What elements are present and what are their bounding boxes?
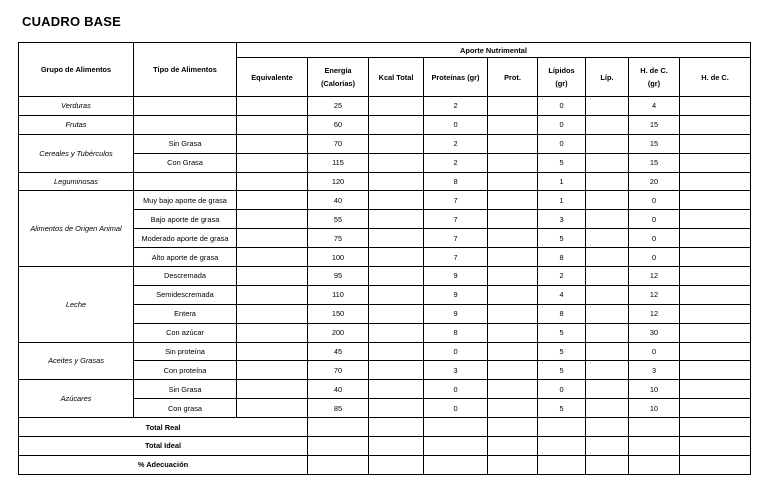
hc-cell: 0 (629, 248, 680, 267)
prot-cell (488, 361, 538, 380)
header-col-line2: (gr) (647, 79, 661, 88)
lipidos-cell: 1 (538, 172, 586, 191)
lipidos-cell: 0 (538, 115, 586, 134)
total-value-cell (586, 418, 629, 437)
hc-total-cell (680, 399, 751, 418)
table-row (19, 191, 751, 210)
total-value-cell (308, 437, 369, 456)
hc-total-cell (680, 304, 751, 323)
table-row (19, 134, 751, 153)
hc-total-cell (680, 229, 751, 248)
equivalente-cell (237, 399, 308, 418)
prot-cell (488, 115, 538, 134)
proteinas-cell: 2 (424, 134, 488, 153)
header-col (538, 58, 586, 97)
kcal-total-cell (369, 267, 424, 286)
equivalente-cell (237, 97, 308, 116)
hc-total-cell (680, 97, 751, 116)
header-col (237, 58, 308, 97)
energia-cell: 25 (308, 97, 369, 116)
group-name-cell: Cereales y Tubérculos (19, 134, 134, 172)
lipidos-cell: 5 (538, 229, 586, 248)
kcal-total-cell (369, 323, 424, 342)
lipidos-cell: 5 (538, 323, 586, 342)
proteinas-cell: 2 (424, 97, 488, 116)
lipidos-cell: 8 (538, 248, 586, 267)
header-grupo: Grupo de Alimentos (19, 43, 134, 97)
hc-cell: 15 (629, 115, 680, 134)
energia-cell: 70 (308, 361, 369, 380)
lipidos-cell: 5 (538, 399, 586, 418)
tipo-cell: Descremada (134, 267, 237, 286)
lipidos-cell: 2 (538, 267, 586, 286)
prot-cell (488, 285, 538, 304)
header-col-line1: Prot. (504, 72, 521, 82)
lip-cell (586, 210, 629, 229)
prot-cell (488, 97, 538, 116)
prot-cell (488, 323, 538, 342)
table-row (19, 172, 751, 191)
proteinas-cell: 9 (424, 267, 488, 286)
equivalente-cell (237, 248, 308, 267)
kcal-total-cell (369, 134, 424, 153)
header-col-line1: Proteínas (gr) (431, 72, 480, 82)
hc-cell: 15 (629, 153, 680, 172)
energia-cell: 70 (308, 134, 369, 153)
total-label-cell: Total Ideal (19, 437, 308, 456)
lipidos-cell: 8 (538, 304, 586, 323)
total-value-cell (488, 455, 538, 474)
total-value-cell (369, 437, 424, 456)
lip-cell (586, 248, 629, 267)
lipidos-cell: 5 (538, 342, 586, 361)
prot-cell (488, 172, 538, 191)
kcal-total-cell (369, 229, 424, 248)
proteinas-cell: 7 (424, 191, 488, 210)
hc-total-cell (680, 361, 751, 380)
energia-cell: 110 (308, 285, 369, 304)
hc-total-cell (680, 191, 751, 210)
total-value-cell (629, 437, 680, 456)
kcal-total-cell (369, 399, 424, 418)
lip-cell (586, 134, 629, 153)
hc-total-cell (680, 115, 751, 134)
lipidos-cell: 1 (538, 191, 586, 210)
equivalente-cell (237, 191, 308, 210)
proteinas-cell: 8 (424, 323, 488, 342)
table-row (19, 267, 751, 286)
hc-total-cell (680, 267, 751, 286)
kcal-total-cell (369, 172, 424, 191)
tipo-cell: Con proteína (134, 361, 237, 380)
hc-cell: 4 (629, 97, 680, 116)
kcal-total-cell (369, 380, 424, 399)
lip-cell (586, 285, 629, 304)
lipidos-cell: 5 (538, 153, 586, 172)
group-name-cell: Azúcares (19, 380, 134, 418)
tipo-cell: Con azúcar (134, 323, 237, 342)
hc-cell: 3 (629, 361, 680, 380)
kcal-total-cell (369, 304, 424, 323)
header-col (586, 58, 629, 97)
prot-cell (488, 304, 538, 323)
proteinas-cell: 7 (424, 229, 488, 248)
hc-cell: 0 (629, 210, 680, 229)
lip-cell (586, 380, 629, 399)
header-col-line1: H. de C. (701, 72, 729, 82)
total-value-cell (538, 437, 586, 456)
lipidos-cell: 4 (538, 285, 586, 304)
kcal-total-cell (369, 191, 424, 210)
energia-cell: 115 (308, 153, 369, 172)
header-col (308, 58, 369, 97)
group-name-cell: Aceites y Grasas (19, 342, 134, 380)
prot-cell (488, 342, 538, 361)
table-row (19, 380, 751, 399)
total-value-cell (488, 418, 538, 437)
tipo-cell: Sin proteína (134, 342, 237, 361)
kcal-total-cell (369, 153, 424, 172)
total-row (19, 437, 751, 456)
proteinas-cell: 7 (424, 210, 488, 229)
proteinas-cell: 0 (424, 115, 488, 134)
header-col-line1: Kcal Total (378, 72, 414, 82)
hc-total-cell (680, 153, 751, 172)
lip-cell (586, 191, 629, 210)
hc-cell: 0 (629, 191, 680, 210)
equivalente-cell (237, 172, 308, 191)
kcal-total-cell (369, 361, 424, 380)
energia-cell: 75 (308, 229, 369, 248)
total-value-cell (586, 455, 629, 474)
table-body (19, 97, 751, 475)
equivalente-cell (237, 285, 308, 304)
hc-cell: 0 (629, 342, 680, 361)
hc-cell: 0 (629, 229, 680, 248)
kcal-total-cell (369, 210, 424, 229)
equivalente-cell (237, 361, 308, 380)
energia-cell: 45 (308, 342, 369, 361)
tipo-cell (134, 115, 237, 134)
equivalente-cell (237, 153, 308, 172)
tipo-cell: Semidescremada (134, 285, 237, 304)
prot-cell (488, 380, 538, 399)
prot-cell (488, 248, 538, 267)
proteinas-cell: 0 (424, 399, 488, 418)
equivalente-cell (237, 229, 308, 248)
cuadro-base-table (18, 42, 751, 475)
equivalente-cell (237, 210, 308, 229)
proteinas-cell: 0 (424, 342, 488, 361)
kcal-total-cell (369, 342, 424, 361)
proteinas-cell: 7 (424, 248, 488, 267)
kcal-total-cell (369, 285, 424, 304)
hc-total-cell (680, 323, 751, 342)
total-value-cell (680, 455, 751, 474)
prot-cell (488, 267, 538, 286)
hc-cell: 10 (629, 399, 680, 418)
total-value-cell (538, 418, 586, 437)
hc-total-cell (680, 342, 751, 361)
total-label-cell: % Adecuación (19, 455, 308, 474)
tipo-cell (134, 97, 237, 116)
total-value-cell (308, 455, 369, 474)
header-col (629, 58, 680, 97)
total-value-cell (369, 455, 424, 474)
lipidos-cell: 0 (538, 97, 586, 116)
hc-total-cell (680, 380, 751, 399)
prot-cell (488, 210, 538, 229)
header-aporte: Aporte Nutrimental (237, 43, 751, 58)
tipo-cell: Entera (134, 304, 237, 323)
header-col-line1: Energía (324, 66, 352, 75)
lipidos-cell: 0 (538, 134, 586, 153)
energia-cell: 85 (308, 399, 369, 418)
lipidos-cell: 5 (538, 361, 586, 380)
group-name-cell: Frutas (19, 115, 134, 134)
kcal-total-cell (369, 248, 424, 267)
tipo-cell: Moderado aporte de grasa (134, 229, 237, 248)
energia-cell: 150 (308, 304, 369, 323)
total-value-cell (538, 455, 586, 474)
page-title: CUADRO BASE (22, 14, 121, 29)
hc-cell: 15 (629, 134, 680, 153)
lip-cell (586, 399, 629, 418)
lip-cell (586, 153, 629, 172)
total-value-cell (424, 455, 488, 474)
prot-cell (488, 191, 538, 210)
group-name-cell: Leguminosas (19, 172, 134, 191)
kcal-total-cell (369, 97, 424, 116)
energia-cell: 100 (308, 248, 369, 267)
equivalente-cell (237, 342, 308, 361)
total-value-cell (308, 418, 369, 437)
lip-cell (586, 97, 629, 116)
total-value-cell (424, 437, 488, 456)
tipo-cell: Con grasa (134, 399, 237, 418)
energia-cell: 40 (308, 380, 369, 399)
energia-cell: 55 (308, 210, 369, 229)
tipo-cell: Con Grasa (134, 153, 237, 172)
proteinas-cell: 3 (424, 361, 488, 380)
equivalente-cell (237, 380, 308, 399)
lip-cell (586, 229, 629, 248)
header-col-line1: H. de C. (640, 66, 668, 75)
prot-cell (488, 153, 538, 172)
tipo-cell: Bajo aporte de grasa (134, 210, 237, 229)
total-value-cell (488, 437, 538, 456)
total-value-cell (369, 418, 424, 437)
hc-total-cell (680, 172, 751, 191)
energia-cell: 120 (308, 172, 369, 191)
group-name-cell: Leche (19, 267, 134, 343)
header-col-line1: Lípidos (548, 66, 575, 75)
hc-cell: 20 (629, 172, 680, 191)
group-name-cell: Alimentos de Origen Animal (19, 191, 134, 267)
lip-cell (586, 304, 629, 323)
header-col-line2: (Calorías) (320, 79, 356, 88)
table-row (19, 115, 751, 134)
lip-cell (586, 342, 629, 361)
hc-total-cell (680, 248, 751, 267)
hc-cell: 12 (629, 304, 680, 323)
total-label-cell: Total Real (19, 418, 308, 437)
lipidos-cell: 3 (538, 210, 586, 229)
equivalente-cell (237, 115, 308, 134)
proteinas-cell: 9 (424, 304, 488, 323)
total-value-cell (424, 418, 488, 437)
equivalente-cell (237, 323, 308, 342)
lip-cell (586, 172, 629, 191)
total-value-cell (680, 437, 751, 456)
tipo-cell (134, 172, 237, 191)
kcal-total-cell (369, 115, 424, 134)
total-value-cell (629, 455, 680, 474)
header-col-line2: (gr) (555, 79, 568, 88)
tipo-cell: Sin Grasa (134, 380, 237, 399)
hc-cell: 12 (629, 267, 680, 286)
tipo-cell: Alto aporte de grasa (134, 248, 237, 267)
lip-cell (586, 267, 629, 286)
energia-cell: 200 (308, 323, 369, 342)
table-row (19, 342, 751, 361)
tipo-cell: Sin Grasa (134, 134, 237, 153)
total-row (19, 418, 751, 437)
lipidos-cell: 0 (538, 380, 586, 399)
hc-cell: 10 (629, 380, 680, 399)
proteinas-cell: 8 (424, 172, 488, 191)
prot-cell (488, 399, 538, 418)
group-name-cell: Verduras (19, 97, 134, 116)
header-col (488, 58, 538, 97)
proteinas-cell: 9 (424, 285, 488, 304)
energia-cell: 40 (308, 191, 369, 210)
lip-cell (586, 323, 629, 342)
hc-total-cell (680, 210, 751, 229)
prot-cell (488, 229, 538, 248)
total-row (19, 455, 751, 474)
lip-cell (586, 115, 629, 134)
total-value-cell (586, 437, 629, 456)
equivalente-cell (237, 304, 308, 323)
table-row (19, 97, 751, 116)
hc-cell: 12 (629, 285, 680, 304)
header-col (680, 58, 751, 97)
equivalente-cell (237, 134, 308, 153)
hc-total-cell (680, 134, 751, 153)
header-col (369, 58, 424, 97)
header-col-line1: Equivalente (251, 72, 293, 82)
header-col-line1: Líp. (600, 72, 614, 82)
total-value-cell (680, 418, 751, 437)
hc-total-cell (680, 285, 751, 304)
proteinas-cell: 0 (424, 380, 488, 399)
lip-cell (586, 361, 629, 380)
energia-cell: 95 (308, 267, 369, 286)
header-col (424, 58, 488, 97)
prot-cell (488, 134, 538, 153)
energia-cell: 60 (308, 115, 369, 134)
tipo-cell: Muy bajo aporte de grasa (134, 191, 237, 210)
header-tipo: Tipo de Alimentos (134, 43, 237, 97)
proteinas-cell: 2 (424, 153, 488, 172)
equivalente-cell (237, 267, 308, 286)
total-value-cell (629, 418, 680, 437)
hc-cell: 30 (629, 323, 680, 342)
